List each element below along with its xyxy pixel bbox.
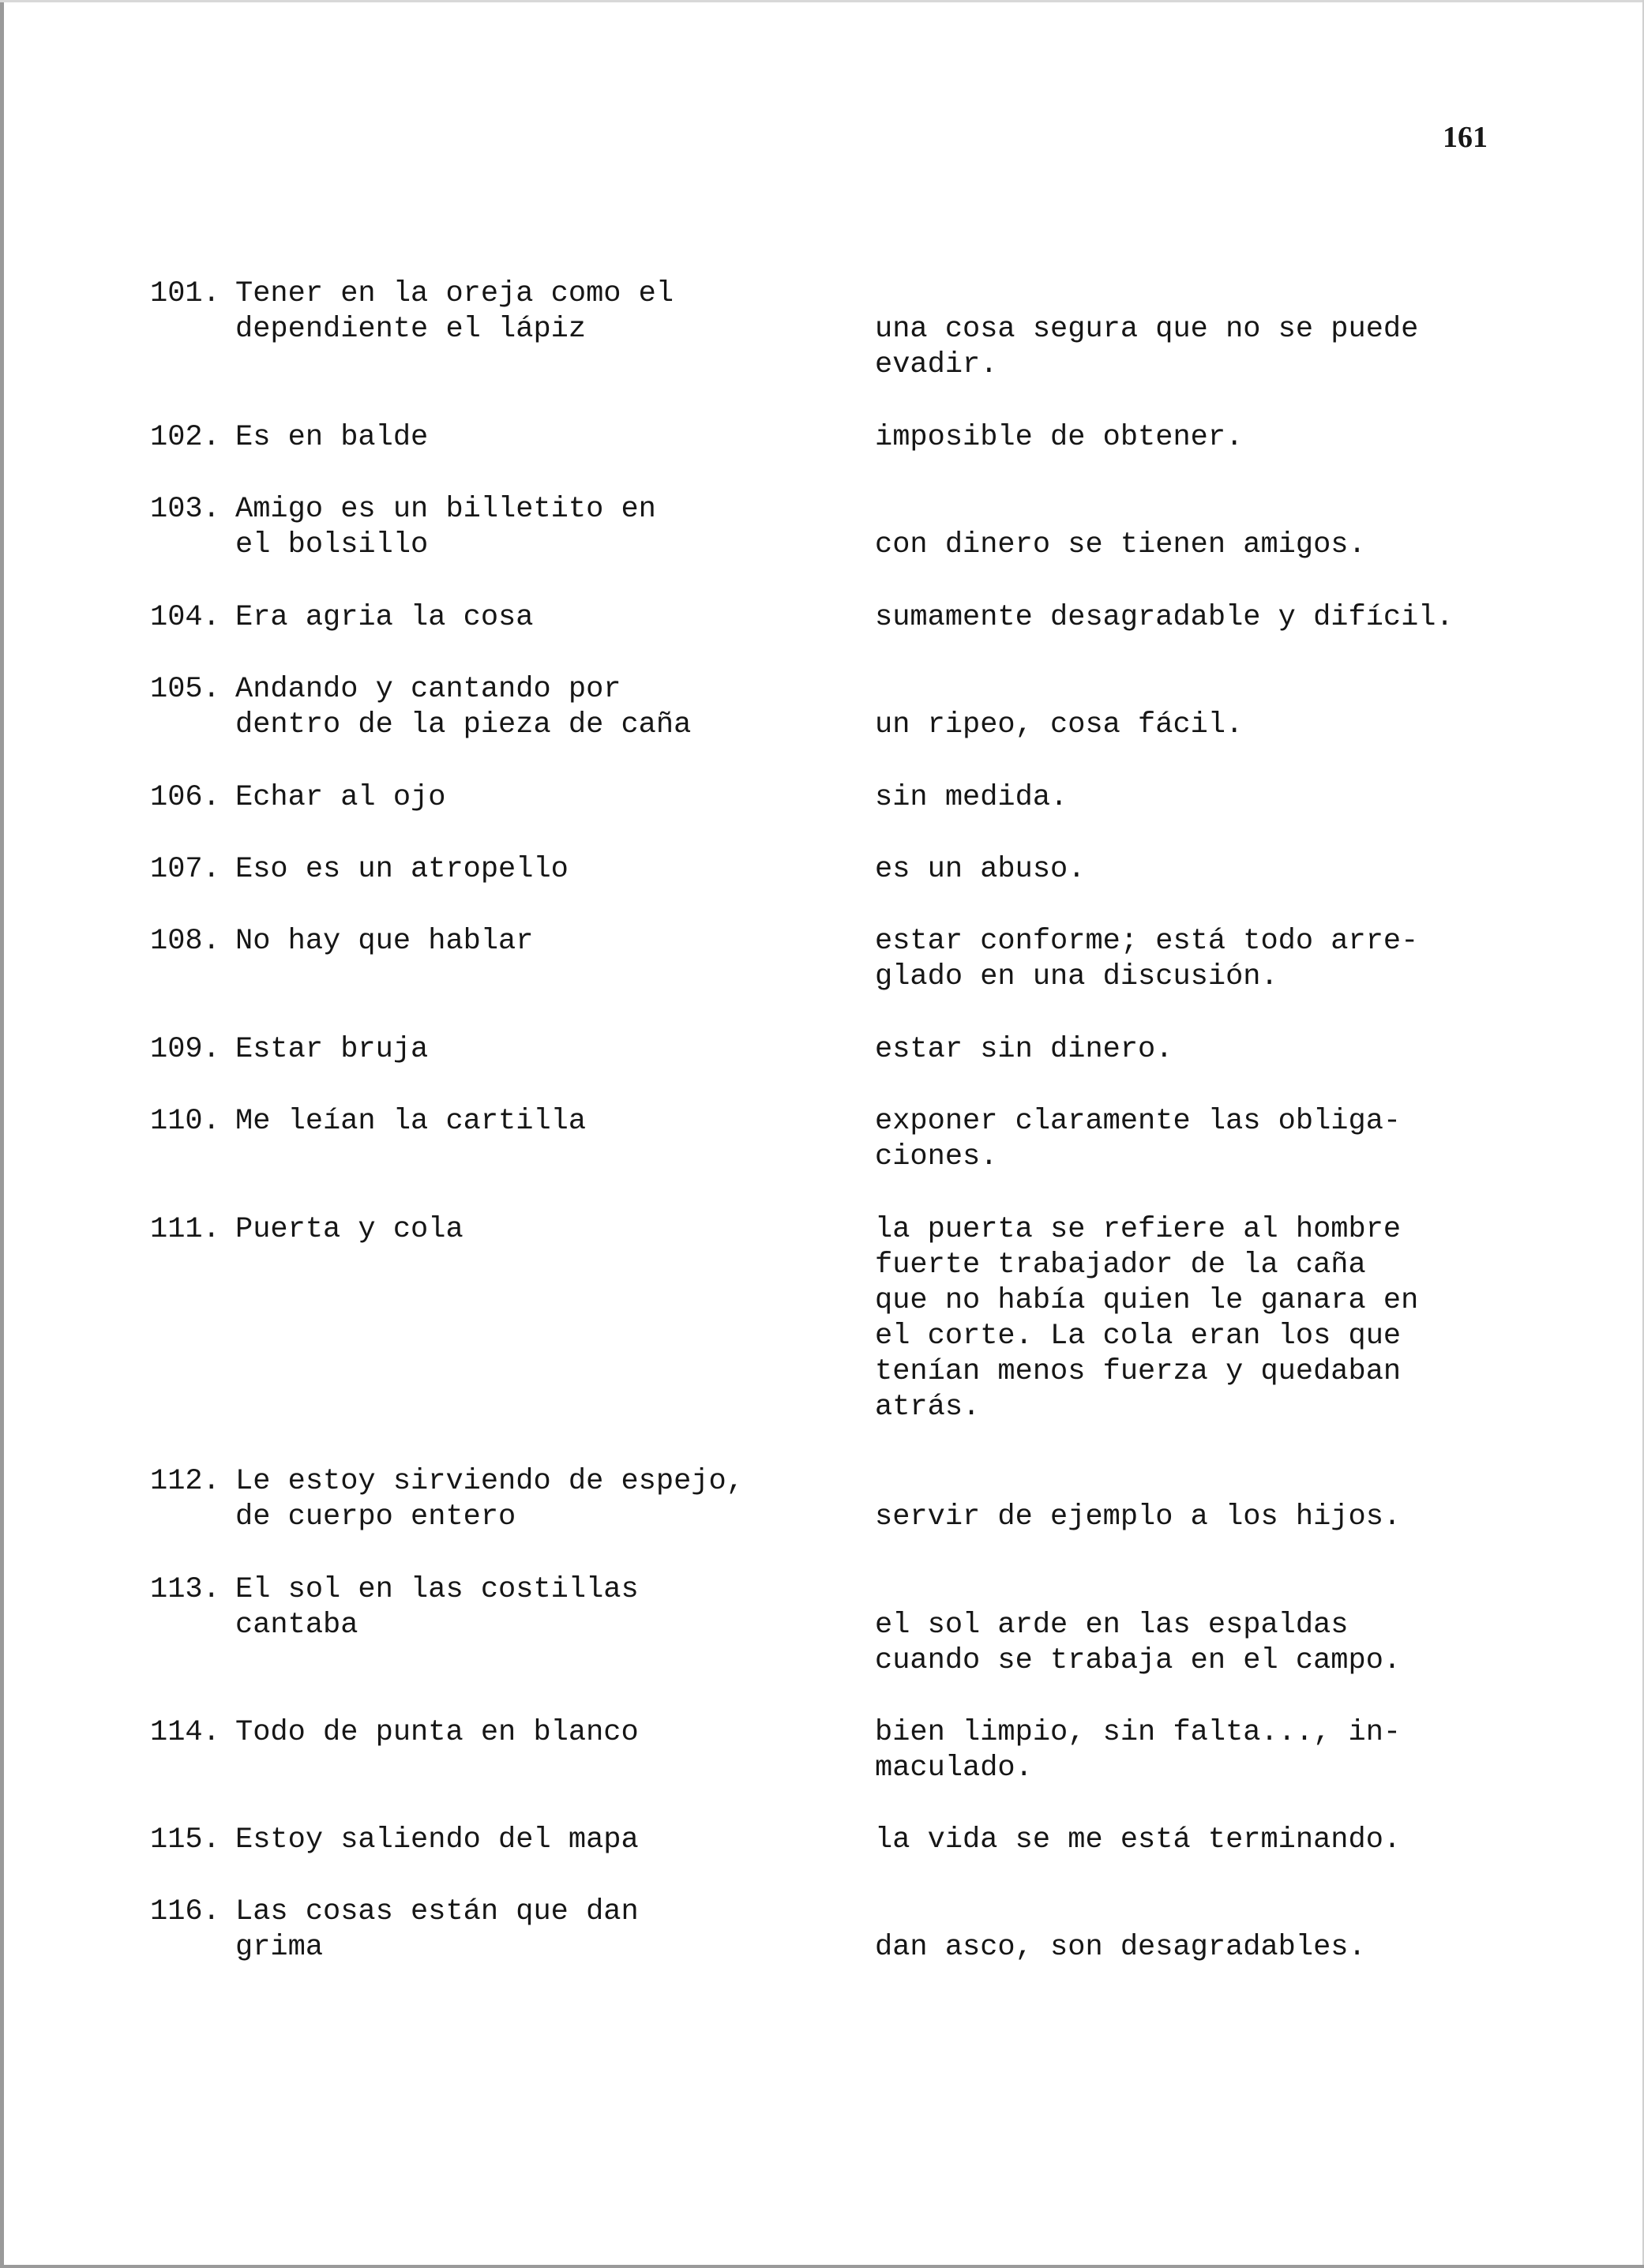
entry-meaning: con dinero se tienen amigos.: [875, 528, 1366, 561]
entry-number: 115.: [150, 1823, 220, 1857]
entry-phrase: Andando y cantando por dentro de la pieza de caña: [235, 673, 692, 742]
entry-phrase: El sol en las costillas cantaba: [235, 1573, 639, 1642]
entry-meaning: sumamente desagradable y difícil.: [875, 601, 1454, 634]
entry-phrase: Amigo es un billetito en el bolsillo: [235, 493, 656, 561]
entry-meaning: servir de ejemplo a los hijos.: [875, 1500, 1402, 1534]
entry-phrase: Era agria la cosa: [235, 601, 534, 634]
entry-phrase: Las cosas están que dan grima: [235, 1895, 639, 1964]
entry-number: 114.: [150, 1716, 220, 1749]
entry-phrase: Es en balde: [235, 421, 429, 454]
entry-phrase: Puerta y cola: [235, 1213, 464, 1246]
entry-meaning: estar sin dinero.: [875, 1033, 1173, 1066]
entry-number: 102.: [150, 421, 220, 454]
entry-number: 104.: [150, 601, 220, 634]
entry-number: 109.: [150, 1033, 220, 1066]
entry-phrase: Estoy saliendo del mapa: [235, 1823, 639, 1857]
entry-meaning: un ripeo, cosa fácil.: [875, 708, 1244, 742]
entry-meaning: estar conforme; está todo arre- glado en una discusión.: [875, 925, 1419, 993]
entry-meaning: la vida se me está terminando.: [875, 1823, 1402, 1857]
entry-number: 103.: [150, 493, 220, 526]
entry-phrase: Estar bruja: [235, 1033, 429, 1066]
entry-meaning: sin medida.: [875, 781, 1068, 814]
entry-phrase: Tener en la oreja como el dependiente el lápiz: [235, 277, 674, 346]
scan-bottom-edge: [0, 2265, 1644, 2268]
entry-phrase: Todo de punta en blanco: [235, 1716, 639, 1749]
entry-phrase: Me leían la cartilla: [235, 1105, 587, 1138]
entry-meaning: dan asco, son desagradables.: [875, 1931, 1366, 1964]
entry-phrase: Eso es un atropello: [235, 853, 569, 886]
page-number: 161: [1443, 121, 1488, 154]
scan-left-edge: [0, 0, 4, 2268]
entry-number: 105.: [150, 673, 220, 706]
entry-phrase: No hay que hablar: [235, 925, 534, 958]
entry-meaning: imposible de obtener.: [875, 421, 1244, 454]
entry-meaning: es un abuso.: [875, 853, 1086, 886]
entry-number: 111.: [150, 1213, 220, 1246]
entry-number: 101.: [150, 277, 220, 310]
entry-number: 106.: [150, 781, 220, 814]
entry-number: 113.: [150, 1573, 220, 1606]
scan-top-edge: [0, 0, 1644, 2]
entry-phrase: Le estoy sirviendo de espejo, de cuerpo entero: [235, 1465, 744, 1534]
entry-number: 112.: [150, 1465, 220, 1498]
entry-meaning: bien limpio, sin falta..., in- maculado.: [875, 1716, 1402, 1785]
entry-number: 116.: [150, 1895, 220, 1928]
entry-number: 108.: [150, 925, 220, 958]
entry-number: 110.: [150, 1105, 220, 1138]
entry-meaning: la puerta se refiere al hombre fuerte trabajador de la caña que no había quien le ganara en el corte. La cola eran los que tenían menos fuerza y quedaban atrás.: [875, 1213, 1419, 1424]
entry-meaning: una cosa segura que no se puede evadir.: [875, 313, 1419, 381]
entry-meaning: el sol arde en las espaldas cuando se trabaja en el campo.: [875, 1609, 1402, 1677]
entry-phrase: Echar al ojo: [235, 781, 446, 814]
entry-number: 107.: [150, 853, 220, 886]
entry-meaning: exponer claramente las obliga- ciones.: [875, 1105, 1402, 1173]
